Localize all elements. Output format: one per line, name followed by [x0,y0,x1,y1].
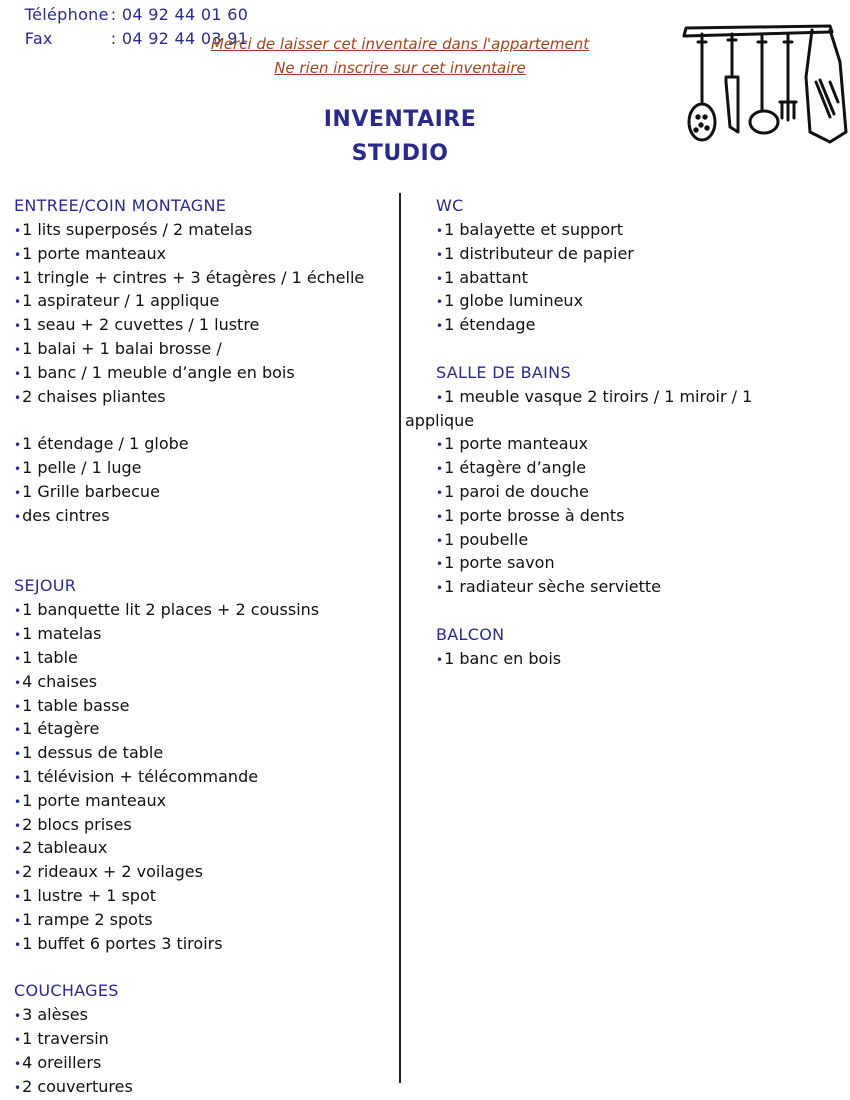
list-item: •1 meuble vasque 2 tiroirs / 1 miroir / 1 [436,386,753,406]
list-item: •1 banc / 1 meuble d’angle en bois [14,362,295,382]
list-item: •1 Grille barbecue [14,481,160,501]
list-item: •1 buffet 6 portes 3 tiroirs [14,933,223,953]
list-item: •1 étagère d’angle [436,458,587,478]
list-item: •1 pelle / 1 luge [14,457,142,477]
list-item: •2 tableaux [14,838,108,858]
list-item: •1 porte manteaux [436,434,589,454]
list-item: •4 chaises [14,671,98,691]
list-item: •1 table basse [14,695,130,715]
list-item: •1 table [14,647,78,667]
section-heading-salle-de-bains: SALLE DE BAINS [436,362,571,382]
kitchen-utensils-icon [680,22,850,147]
list-item: •1 distributeur de papier [436,243,634,263]
notice-leave-inventory: Merci de laisser cet inventaire dans l'appartement [210,35,590,53]
list-item: •3 alèses [14,1005,88,1025]
section-heading-couchages: COUCHAGES [14,981,119,1001]
section-heading-entree: ENTREE/COIN MONTAGNE [14,196,227,215]
section-wc [405,194,845,337]
phone-value: : 04 92 44 01 60 [110,5,249,24]
page-title: INVENTAIRE [323,107,477,132]
list-item: •1 seau + 2 cuvettes / 1 lustre [14,315,260,335]
section-heading-balcon: BALCON [436,624,505,644]
list-item: •1 étagère [14,719,100,739]
list-item: •1 télévision + télécommande [14,766,259,786]
list-item: •1 dessus de table [14,743,164,763]
section-heading-sejour: SEJOUR [14,576,77,596]
list-item: •1 rampe 2 spots [14,909,153,929]
fax-label: Fax [24,29,53,48]
fax-value: : 04 92 44 03 91 [110,29,249,48]
list-item: •2 blocs prises [14,814,132,834]
right-column [405,194,845,671]
list-item: •2 chaises pliantes [14,386,166,406]
left-column [14,194,394,1096]
list-item: •1 globe lumineux [436,291,584,311]
list-item: •1 traversin [14,1028,109,1048]
list-item: •1 aspirateur / 1 applique [14,291,220,311]
list-item: •des cintres [14,505,110,525]
phone-label: Téléphone [24,5,109,24]
section-couchages [14,979,394,1096]
list-item: •2 rideaux + 2 voilages [14,862,203,882]
list-item: •1 porte brosse à dents [436,505,625,525]
list-item: •1 paroi de douche [436,481,589,501]
column-divider [399,193,401,1083]
page-subtitle: STUDIO [351,141,449,166]
list-item: •1 lustre + 1 spot [14,885,157,905]
list-item: •1 radiateur sèche serviette [436,577,662,597]
section-balcon [405,623,845,671]
list-item-continuation: applique [405,410,475,430]
list-item: •1 porte manteaux [14,790,167,810]
list-item: •1 banquette lit 2 places + 2 coussins [14,600,320,620]
list-item: •1 étendage [436,315,536,335]
list-item: •1 étendage / 1 globe [14,434,189,454]
list-item: •1 lits superposés / 2 matelas [14,220,253,239]
section-entree [14,194,394,527]
section-heading-wc: WC [436,196,464,215]
section-sejour [14,574,394,955]
notice-do-not-write: Ne rien inscrire sur cet inventaire [274,59,526,77]
list-item: •1 balai + 1 balai brosse / [14,338,222,358]
list-item: •1 abattant [436,267,528,287]
list-item: •1 tringle + cintres + 3 étagères / 1 échelle [14,267,365,287]
list-item: •1 matelas [14,624,102,644]
list-item: •1 poubelle [436,529,529,549]
list-item: •4 oreillers [14,1052,102,1072]
list-item: •1 balayette et support [436,220,623,239]
list-item: •1 porte manteaux [14,243,167,263]
list-item: •1 porte savon [436,553,555,573]
list-item: •2 couvertures [14,1076,133,1096]
list-item: •1 banc en bois [436,648,562,668]
section-salle-de-bains [405,361,845,599]
